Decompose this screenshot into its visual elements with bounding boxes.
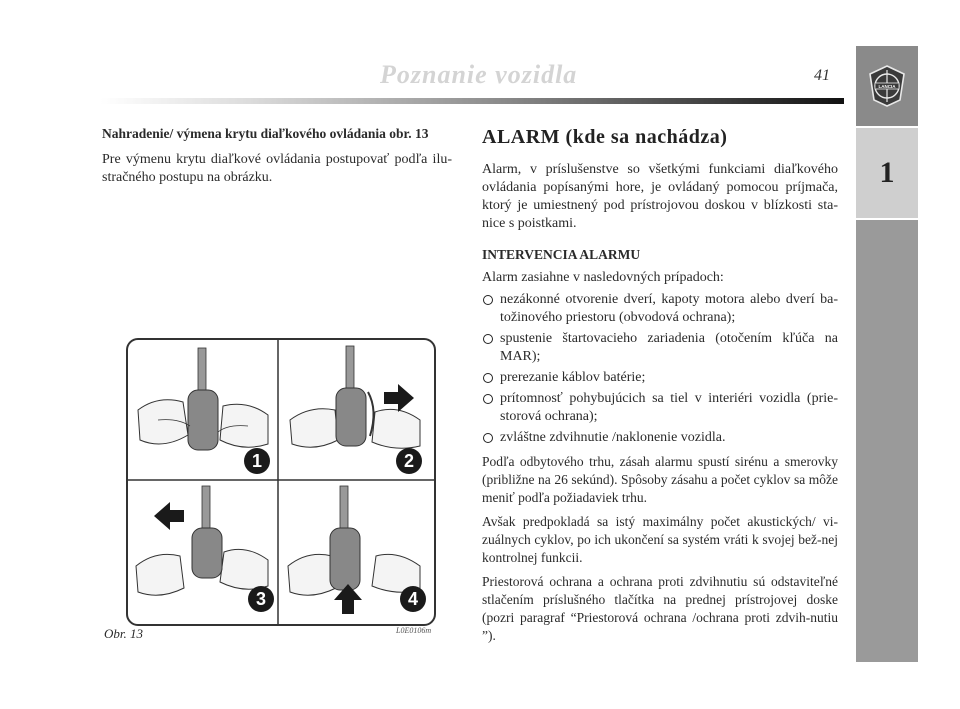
alarm-paragraph-2: Avšak predpokladá sa istý maximálny počet akustických/ vi-zuálnych cyklov, po ich ukončení sa systém vráti k svojej bež-nej kontrolnej funkcii. <box>482 514 838 565</box>
chapter-cell <box>856 128 918 218</box>
alarm-lead: Alarm zasiahne v nasledovných prípadoch: <box>482 270 724 285</box>
chapter-side-tab <box>856 46 918 662</box>
alarm-paragraph-3: Priestorová ochrana a ochrana proti zdvihnutiu sú odstaviteľné stlačením príslušného tlačítka na prednej prístrojovej doske (pozri paragraf “Priestorová ochrana /ochrana proti zdvih-nutiu ”). <box>482 574 838 643</box>
alarm-paragraph-1: Podľa odbytového trhu, zásah alarmu spustí sirénu a smerovky (približne na 26 sekúnd). Spôsoby zásahu a počet cyklov sa môže meniť podľa požiadaviek trhu. <box>482 454 838 505</box>
arrow-right-icon <box>384 384 414 412</box>
list-item: zvláštne zdvihnutie /naklonenie vozidla. <box>482 429 838 447</box>
list-item: nezákonné otvorenie dverí, kapoty motora alebo dverí ba-tožinového priestoru (obvodová ochrana); <box>482 291 838 327</box>
step-badge-1: 1 <box>244 448 270 474</box>
alarm-trigger-list <box>482 291 838 447</box>
list-item: spustenie štartovacieho zariadenia (otočením kľúča na MAR); <box>482 330 838 366</box>
alarm-intervention-heading: INTERVENCIA ALARMU <box>482 247 641 262</box>
figure-panel-2 <box>280 340 433 482</box>
lancia-logo-icon <box>867 64 907 108</box>
step-badge-4: 4 <box>400 586 426 612</box>
step-badge-2: 2 <box>396 448 422 474</box>
figure-panel-1 <box>128 340 281 482</box>
figure-13 <box>126 338 436 626</box>
step-badge-3: 3 <box>248 586 274 612</box>
figure-panel-3 <box>128 482 281 624</box>
alarm-heading: ALARM (kde sa nachádza) <box>482 126 728 148</box>
left-column <box>102 126 452 187</box>
arrow-left-icon <box>154 502 184 530</box>
list-item: prítomnosť pohybujúcich sa tiel v interiéri vozidla (prie-storová ochrana); <box>482 390 838 426</box>
alarm-intro: Alarm, v príslušenstve so všetkými funkciami diaľkového ovládania popísanými hore, je ovládaný pomocou príjmača, ktorý je umiestnený pod prístrojovou doskou v blízkosti sta-nice s poistkami. <box>482 162 838 231</box>
tab-divider <box>856 218 918 220</box>
logo-cell <box>856 46 918 126</box>
right-column <box>482 126 838 651</box>
page-title: Poznanie vozidla <box>380 60 578 89</box>
figure-panel-4 <box>280 482 433 624</box>
header-rule <box>100 98 844 104</box>
page-number: 41 <box>814 67 830 84</box>
remote-cover-heading: Nahradenie/ výmena krytu diaľkového ovládania obr. 13 <box>102 126 429 141</box>
logo-text: LANCIA <box>878 84 896 89</box>
figure-caption: Obr. 13 <box>104 626 144 641</box>
remote-cover-text: Pre výmenu krytu diaľkové ovládania postupovať podľa ilu-stračného postupu na obrázku. <box>102 152 452 185</box>
list-item: prerezanie káblov batérie; <box>482 369 838 387</box>
chapter-number: 1 <box>879 156 895 189</box>
figure-code: L0E0106m <box>396 626 432 635</box>
